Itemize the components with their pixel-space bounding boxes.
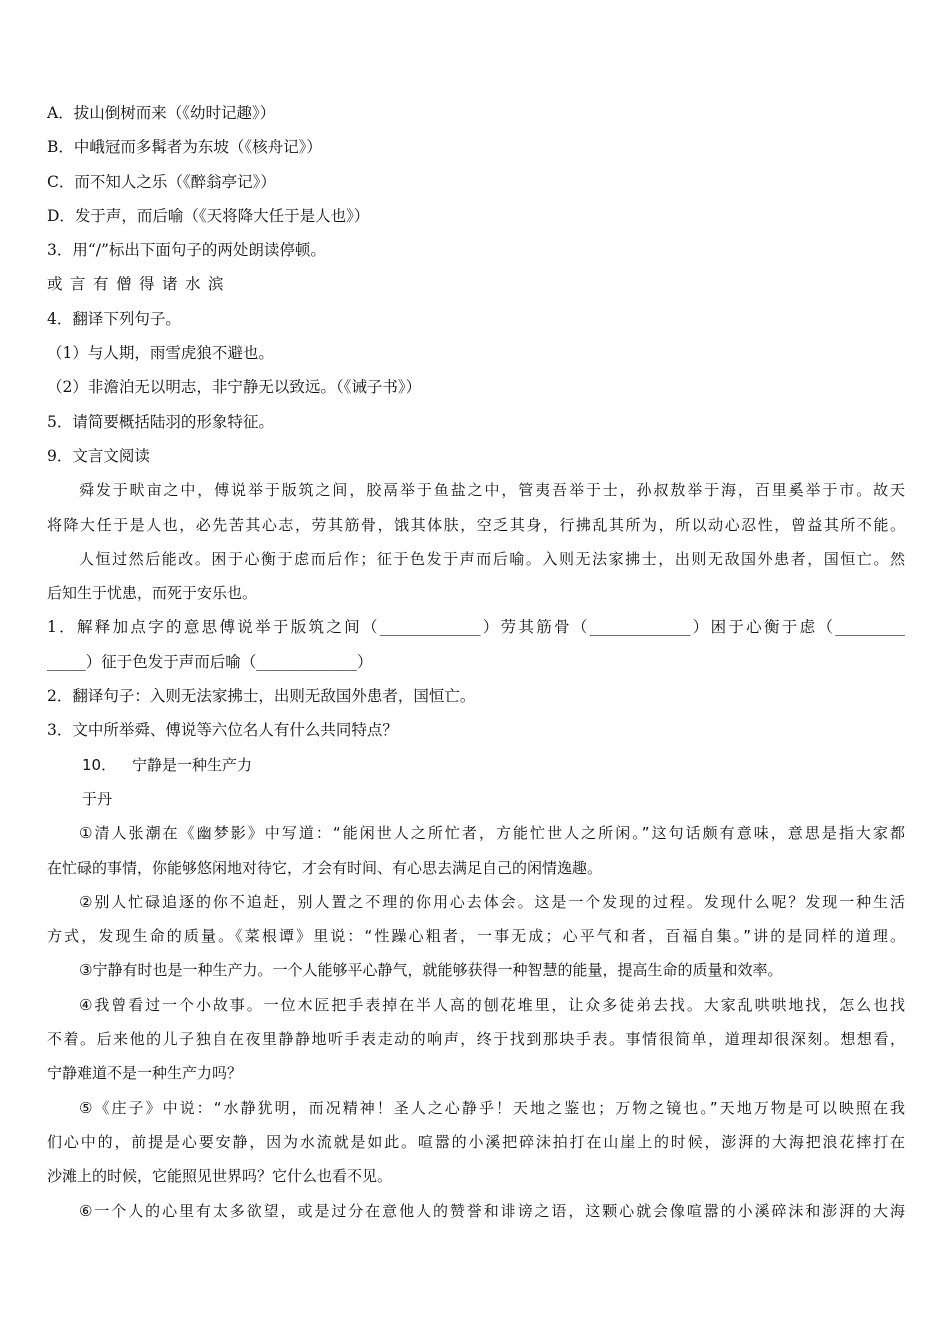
question-3-sentence: 或言有僧得诸水滨 xyxy=(47,275,232,294)
section-10-author: 于丹 xyxy=(82,789,113,808)
question-9-1-line-1: 1．解释加点字的意思傅说举于版筑之间（_____________）劳其筋骨（_____________）困于心衡于虑（_________ xyxy=(47,618,905,637)
section-10-title-text: 宁静是一种生产力 xyxy=(132,755,253,774)
essay-para-2-line-2: 方式，发现生命的质量。《菜根谭》里说：“性躁心粗者，一事无成；心平气和者，百福自集。”讲的是同样的道理。 xyxy=(47,927,905,946)
essay-para-2-line-1: ②别人忙碌追逐的你不追赶，别人置之不理的你用心去体会。这是一个发现的过程。发现什么呢？发现一种生活 xyxy=(79,892,905,911)
question-4-item-2: （2）非澹泊无以明志，非宁静无以致远。（《诫子书》） xyxy=(47,378,422,397)
passage-9-para-1-line-1: 舜发于畎亩之中，傅说举于版筑之间，胶鬲举于鱼盐之中，管夷吾举于士，孙叔敖举于海，百里奚举于市。故天 xyxy=(79,481,905,500)
option-d: D．发于声，而后喻（《天将降大任于是人也》） xyxy=(47,206,370,225)
essay-para-1-line-1: ①清人张潮在《幽梦影》中写道：“能闲世人之所忙者，方能忙世人之所闲。”这句话颇有意味，意思是指大家都 xyxy=(79,824,905,843)
essay-para-4-line-3: 宁静难道不是一种生产力吗？ xyxy=(47,1064,243,1083)
section-10-number: 10． xyxy=(82,755,117,774)
option-a: A．拔山倒树而来（《幼时记趣》） xyxy=(47,104,276,122)
passage-9-para-2-line-2: 后知生于忧患，而死于安乐也。 xyxy=(47,584,258,603)
essay-para-4-line-1: ④我曾看过一个小故事。一位木匠把手表掉在半人高的刨花堆里，让众多徒弟去找。大家乱哄哄地找，怎么也找 xyxy=(79,995,905,1014)
question-4-item-1: （1）与人期，雨雪虎狼不避也。 xyxy=(47,344,274,363)
question-9-1-line-2: _____）征于色发于声而后喻（_____________） xyxy=(47,652,373,671)
question-9-2: 2．翻译句子：入则无法家拂士，出则无敌国外患者，国恒亡。 xyxy=(47,687,476,706)
essay-para-3-line-1: ③宁静有时也是一种生产力。一个人能够平心静气，就能够获得一种智慧的能量，提高生命的质量和效率。 xyxy=(79,961,783,980)
question-5: 5．请简要概括陆羽的形象特征。 xyxy=(47,412,274,431)
essay-para-1-line-2: 在忙碌的事情，你能够悠闲地对待它，才会有时间、有心思去满足自己的闲情逸趣。 xyxy=(47,858,603,877)
question-3: 3．用“/”标出下面句子的两处朗读停顿。 xyxy=(47,241,326,260)
passage-9-para-2-line-1: 人恒过然后能改。困于心衡于虑而后作；征于色发于声而后喻。入则无法家拂士，出则无敌国外患者，国恒亡。然 xyxy=(79,549,905,568)
option-b: B．中峨冠而多髯者为东坡（《核舟记》） xyxy=(47,138,322,157)
passage-9-para-1-line-2: 将降大任于是人也，必先苦其心志，劳其筋骨，饿其体肤，空乏其身，行拂乱其所为，所以动心忍性，曾益其所不能。 xyxy=(47,515,905,534)
essay-para-5-line-3: 沙滩上的时候，它能照见世界吗？它什么也看不见。 xyxy=(47,1167,393,1186)
essay-para-5-line-2: 们心中的，前提是心要安静，因为水流就是如此。喧嚣的小溪把碎沫拍打在山崖上的时候，澎湃的大海把浪花摔打在 xyxy=(47,1132,905,1151)
section-9-heading: 9．文言文阅读 xyxy=(47,446,150,465)
essay-para-6-line-1: ⑥一个人的心里有太多欲望，或是过分在意他人的赞誉和诽谤之语，这颗心就会像喧嚣的小溪碎沫和澎湃的大海 xyxy=(79,1201,905,1220)
essay-para-4-line-2: 不着。后来他的儿子独自在夜里静静地听手表走动的响声，终于找到那块手表。事情很简单，道理却很深刻。想想看， xyxy=(47,1030,905,1049)
option-c: C．而不知人之乐（《醉翁亭记》） xyxy=(47,172,276,191)
essay-para-5-line-1: ⑤《庄子》中说：“水静犹明，而况精神！圣人之心静乎！天地之鉴也；万物之镜也。”天地万物是可以映照在我 xyxy=(79,1098,905,1117)
document-page xyxy=(47,96,905,1228)
question-4: 4．翻译下列句子。 xyxy=(47,309,181,328)
question-9-3: 3．文中所举舜、傅说等六位名人有什么共同特点？ xyxy=(47,721,398,740)
section-10-title xyxy=(47,748,905,782)
